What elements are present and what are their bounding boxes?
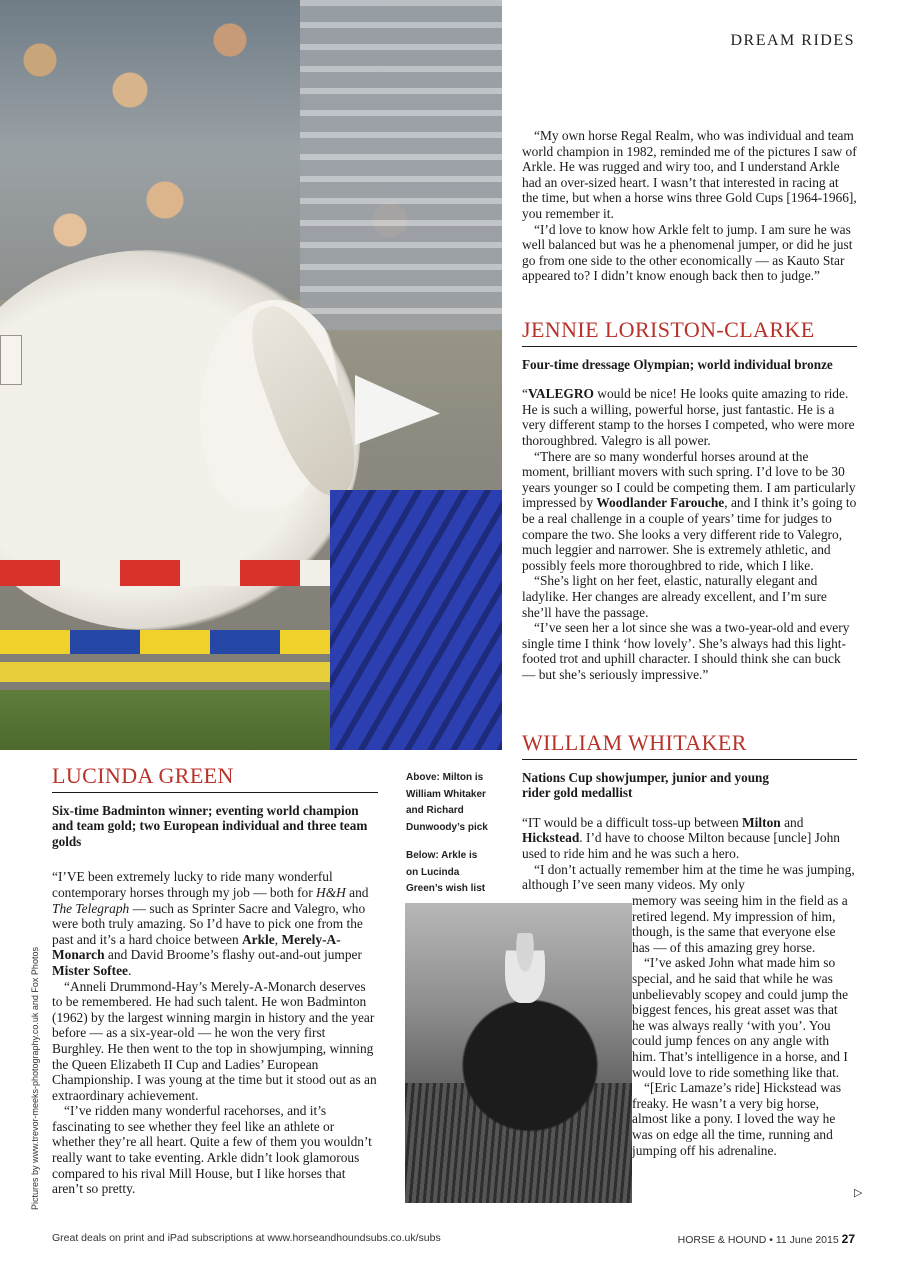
page-number: 27 [841, 1232, 855, 1246]
paragraph: “Anneli Drummond-Hay’s Merely-A-Monarch deserves to be remembered. He had such talent. He won Badminton (1962) by the largest winning margin in history and the year before — as a six-year-old — he won the very first Burghley. He then went to the top in showjumping, winning the Queen Elizabeth II Cup and Ladies’ European Championship. I was young at the time but it stood out as an extraordinary achievement. [52, 978, 377, 1103]
footer-promo: Great deals on print and iPad subscriptions at www.horseandhoundsubs.co.uk/subs [52, 1232, 441, 1244]
blue-fence-wing [330, 490, 502, 750]
paragraph: “My own horse Regal Realm, who was individual and team world champion in 1982, reminded me of the pictures I saw of Arkle. He was rugged and wiry too, and I understand Arkle had an over-sized heart. I wasn’t that interested in racing at the time, but when a horse wins three Gold Cups [1964-1966], you remember it. [522, 128, 857, 221]
paragraph: “I’ve asked John what made him so special, and he said that while he was unbelievably scopey and could jump the biggest fences, his great asset was that he was always really ‘with you’. You could jump fences on any angle with him. That’s intelligence in a horse, and I would love to ride something like that. [632, 955, 849, 1080]
heading-jennie: JENNIE LORISTON-CLARKE [522, 322, 857, 347]
photo-captions [406, 770, 492, 898]
jockey [505, 933, 545, 1003]
paragraph: “[Eric Lamaze’s ride] Hickstead was freaky. He wasn’t a very big horse, almost like a pony. I loved the way he was on edge all the time, running and jumping off his adrenaline. [632, 1080, 842, 1158]
number-bib [0, 335, 22, 385]
continue-arrow-icon: ▷ [854, 1186, 863, 1199]
white-flag [355, 375, 440, 445]
william-section [522, 730, 857, 893]
heading-william: WILLIAM WHITAKER [522, 735, 857, 760]
milton-photo [0, 0, 502, 750]
dark-horse [445, 983, 615, 1133]
paragraph: “I don’t actually remember him at the time he was jumping, although I’ve seen many videos. My only [522, 861, 855, 893]
paragraph: “She’s light on her feet, elastic, naturally elegant and ladylike. Her changes are already excellent, and I’m sure she’ll have the passage. [522, 573, 827, 620]
paragraph: “I’VE been extremely lucky to ride many wonderful contemporary horses through my job — both for H&H and The Telegraph — such as Sprinter Sacre and Valegro, who were both truly amazing. So I’d have to pick one from the past and it’s a hard choice between Arkle, Merely-A-Monarch and David Broome’s flashy out-and-out jumper Mister Softee. [52, 869, 369, 978]
intro-continuation [522, 128, 857, 284]
section-label: DREAM RIDES [730, 32, 855, 49]
paragraph: “IT would be a difficult toss-up between Milton and Hickstead. I’d have to choose Milton because [uncle] John used to ride him and he was such a hero. [522, 814, 840, 861]
footer-folio [678, 1232, 855, 1246]
jennie-section [522, 317, 857, 682]
subheading-jennie: Four-time dressage Olympian; world individual bronze [522, 356, 833, 372]
heading-lucinda: LUCINDA GREEN [52, 768, 378, 793]
lucinda-section [52, 763, 378, 1197]
subheading-william: Nations Cup showjumper, junior and young rider gold medallist [522, 769, 769, 801]
subheading-lucinda: Six-time Badminton winner; eventing world champion and team gold; two European individual and three team golds [52, 802, 368, 849]
yellow-pole [0, 662, 360, 682]
photo-credit: Pictures by www.trevor-meeks-photography.co.uk and Fox Photos [30, 947, 40, 1210]
paragraph: “I’d love to know how Arkle felt to jump. I am sure he was well balanced but was he a phenomenal jumper, or did he just go from one side to the other economically — as Kauto Star appeared to? I didn’t know enough back then to judge.” [522, 221, 853, 284]
paragraph: “I’ve seen her a lot since she was a two-year-old and every single time I think ‘how lovely’. She’s always had this light-footed trot and uphill character. I should think she can buck — but she’s seriously impressive.” [522, 620, 850, 682]
paragraph: “There are so many wonderful horses around at the moment, brilliant movers with such spring. I’d love to be 30 years younger so I could be competing them. I am particularly impressed by Woodlander Farouche, and I think it’s going to be a real challenge in a couple of years’ time for judges to compare the two. She looks a very different ride to Valegro, much leggier and narrower. She is extremely athletic, and possibly feels more thoroughbred to ride, which I like. [522, 448, 857, 573]
caption-below: Below: Arkle is on Lucinda Green’s wish list [406, 850, 486, 894]
paragraph: memory was seeing him in the field as a retired legend. My impression of him, though, is the same that everyone else has — of this amazing grey horse. [632, 893, 848, 955]
paragraph: “I’ve ridden many wonderful racehorses, and it’s fascinating to see whether they feel like an athlete or whether they’re all heart. Quite a few of them you wouldn’t really want to take eventing. Arkle didn’t look glamorous compared to his rival Mill House, but I like horses that aren’t so pretty. [52, 1103, 372, 1197]
william-section-wrap [632, 893, 852, 1158]
arkle-photo [405, 903, 632, 1203]
grandstand [300, 0, 502, 330]
paragraph: “VALEGRO would be nice! He looks quite amazing to ride. He is such a willing, powerful horse, just fantastic. He is a very different stamp to the horses I competed, who were more thoroughbred. Valegro is all power. [522, 386, 855, 448]
magazine-issue: HORSE & HOUND • 11 June 2015 [677, 1234, 839, 1246]
caption-above: Above: Milton is William Whitaker and Richard Dunwoody’s pick [406, 772, 488, 833]
